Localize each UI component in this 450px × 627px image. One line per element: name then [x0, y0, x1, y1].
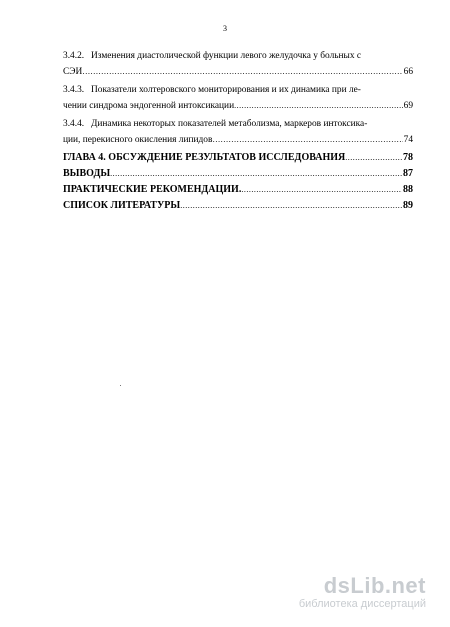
dot-leader: [241, 182, 402, 198]
toc-entry-page: 69: [403, 101, 413, 111]
toc-heading-page: 88: [403, 184, 413, 195]
toc-entry-title: Изменения диастолической функции левого желудочка у больных с: [91, 51, 362, 61]
toc-entry-3-4-4: [63, 116, 413, 148]
toc-entry-title-continuation: чении синдрома эндогенной интоксикации: [63, 101, 235, 111]
toc-entry-page: 66: [403, 67, 413, 77]
watermark-subtitle: библиотека диссертаций: [298, 598, 426, 610]
toc-heading-references: [63, 198, 413, 214]
toc-heading-page: 89: [403, 200, 413, 211]
toc-heading-recommendations: [63, 182, 413, 198]
toc-entry-number: 3.4.2.: [63, 51, 85, 61]
dot-leader: [180, 198, 402, 214]
toc-heading-label: ГЛАВА 4. ОБСУЖДЕНИЕ РЕЗУЛЬТАТОВ ИССЛЕДОВАНИЯ: [63, 152, 346, 163]
watermark-logo: dsLib.net: [323, 573, 426, 598]
table-of-contents: [63, 48, 413, 214]
toc-entry-title-continuation: СЭИ: [63, 67, 83, 77]
toc-entry-3-4-2: [63, 48, 413, 80]
toc-entry-title: Показатели холтеровского мониторирования и их динамика при ле-: [91, 85, 361, 95]
toc-entry-3-4-3: [63, 82, 413, 114]
toc-heading-chapter-4: [63, 150, 413, 166]
toc-heading-label: ВЫВОДЫ: [63, 168, 111, 179]
toc-entry-title-continuation: ции, перекисного окисления липидов: [63, 135, 213, 145]
scan-speck: [120, 385, 121, 386]
toc-heading-label: СПИСОК ЛИТЕРАТУРЫ: [63, 200, 181, 211]
toc-heading-page: 87: [403, 168, 413, 179]
toc-heading-label: ПРАКТИЧЕСКИЕ РЕКОМЕНДАЦИИ.: [63, 184, 242, 195]
dot-leader: [110, 166, 402, 182]
page-number: 3: [223, 24, 227, 33]
dot-leader: [82, 64, 402, 80]
dot-leader: [234, 98, 403, 114]
watermark: [299, 574, 426, 611]
toc-entry-page: 74: [403, 135, 413, 145]
toc-entry-number: 3.4.3.: [63, 85, 85, 95]
toc-entry-number: 3.4.4.: [63, 119, 85, 129]
toc-heading-conclusions: [63, 166, 413, 182]
toc-entry-title: Динамика некоторых показателей метаболизма, маркеров интоксика-: [91, 119, 368, 129]
dot-leader: [345, 150, 402, 166]
dot-leader: [212, 132, 402, 148]
toc-heading-page: 78: [403, 152, 413, 163]
